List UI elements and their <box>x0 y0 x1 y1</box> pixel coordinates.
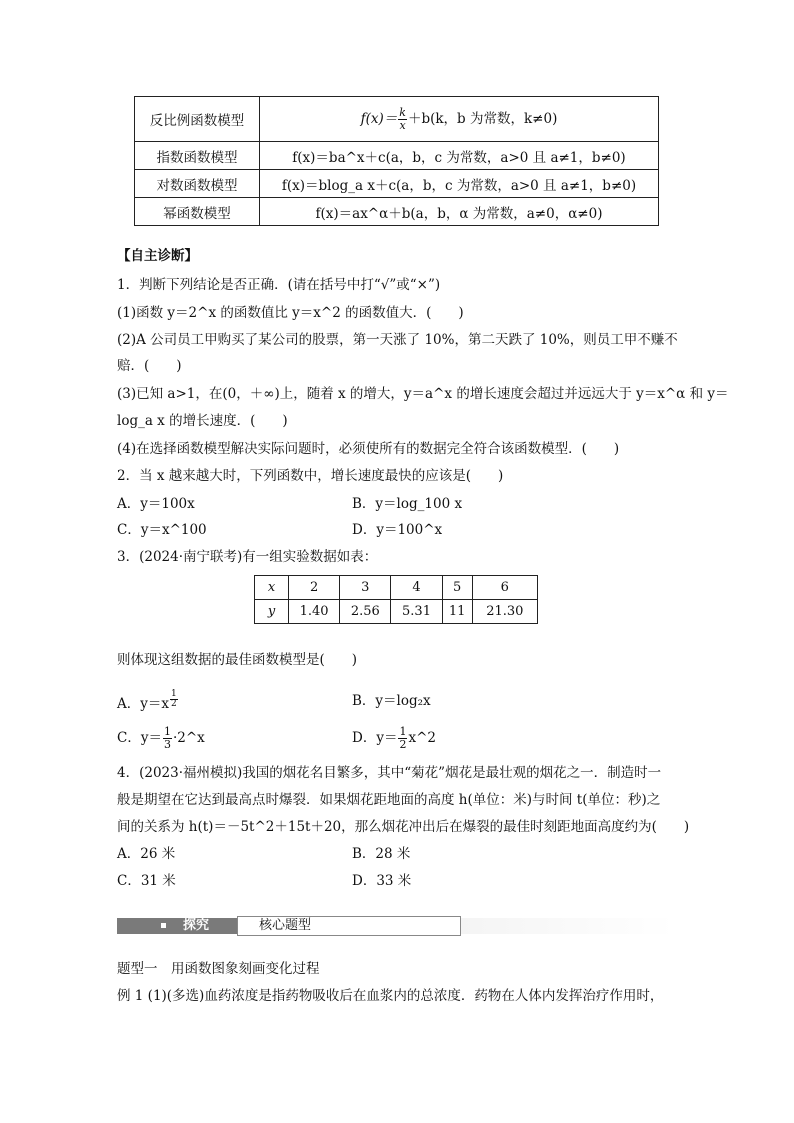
q4-line-3: 间的关系为 h(t)＝－5t^2＋15t＋20，那么烟花冲出后在爆裂的最佳时刻距地面高度约为( ) <box>117 819 690 835</box>
model-name: 对数函数模型 <box>135 170 260 198</box>
table-cell: 21.30 <box>472 600 537 624</box>
q4-option-b: B．28 米 <box>352 846 411 862</box>
q3-prompt: 则体现这组数据的最佳函数模型是( ) <box>117 652 358 668</box>
model-formula: f(x)＝ax^α＋b(a，b，α 为常数，a≠0，α≠0) <box>260 198 659 226</box>
model-formula: f(x)＝blog_a x＋c(a，b，c 为常数，a>0 且 a≠1，b≠0) <box>260 170 659 198</box>
q1-statement-1: (1)函数 y＝2^x 的函数值比 y＝x^2 的函数值大．( ) <box>117 305 464 321</box>
example-1-text: 例 1 (1)(多选)血药浓度是指药物吸收后在血浆内的总浓度．药物在人体内发挥治疗作用时， <box>117 988 664 1004</box>
table-row <box>255 576 538 600</box>
table-cell: 4 <box>391 576 442 600</box>
table-cell: 1.40 <box>289 600 340 624</box>
q4-option-d: D．33 米 <box>352 873 412 889</box>
q1-statement-2-cont: 赔．( ) <box>117 358 182 374</box>
q1-stem: 1．判断下列结论是否正确．(请在括号中打“√”或“×”) <box>117 277 441 293</box>
q2-option-c: C．y＝x^100 <box>117 522 207 538</box>
q4-option-a: A．26 米 <box>117 846 176 862</box>
table-row <box>255 600 538 624</box>
table-cell: 6 <box>472 576 537 600</box>
table-cell: y <box>255 600 289 624</box>
q1-statement-3: (3)已知 a>1，在(0，＋∞)上，随着 x 的增大，y＝a^x 的增长速度会超过并远远大于 y＝x^α 和 y＝ <box>117 386 729 402</box>
q3-data-table <box>254 575 538 624</box>
q3-option-c: C．y＝ $\frac{1}{3}$ ·2^x <box>117 725 205 751</box>
banner-label-left: 探究 <box>183 918 210 933</box>
section-banner <box>117 916 675 936</box>
model-name: 指数函数模型 <box>135 142 260 170</box>
table-cell: 2 <box>289 576 340 600</box>
table-cell: x <box>255 576 289 600</box>
q3-option-a: A．y＝x $\frac{1}{2}$ <box>117 689 177 712</box>
table-cell: 2.56 <box>340 600 391 624</box>
q1-statement-3-cont: log_a x 的增长速度．( ) <box>117 413 288 429</box>
q4-line-1: 4．(2023·福州模拟)我国的烟花名目繁多，其中“菊花”烟花是最壮观的烟花之一．制造时一 <box>117 765 662 781</box>
q4-line-2: 般是期望在它达到最高点时爆裂．如果烟花距地面的高度 h(单位：米)与时间 t(单位：秒)之 <box>117 792 661 808</box>
banner-dark-block <box>117 918 237 934</box>
function-model-table <box>134 96 659 226</box>
model-formula: f(x)＝ba^x＋c(a，b，c 为常数，a>0 且 a≠1，b≠0) <box>260 142 659 170</box>
model-formula: f(x)＝ $\frac{k}{x}$ ＋b(k，b 为常数，k≠0) <box>260 97 659 142</box>
q3-stem: 3．(2024·南宁联考)有一组实验数据如表： <box>117 549 378 565</box>
q3-option-b: B．y＝log₂x <box>352 693 431 709</box>
q3-option-d: D．y＝ $\frac{1}{2}$ x^2 <box>352 725 436 751</box>
q2-option-b: B．y＝log_100 x <box>352 496 463 512</box>
model-name: 反比例函数模型 <box>135 97 260 142</box>
table-cell: 5.31 <box>391 600 442 624</box>
section-title: 【自主诊断】 <box>117 248 198 264</box>
table-cell: 11 <box>442 600 472 624</box>
q2-stem: 2．当 x 越来越大时，下列函数中，增长速度最快的应该是( ) <box>117 468 504 484</box>
q1-statement-2: (2)A 公司员工甲购买了某公司的股票，第一天涨了 10%，第二天跌了 10%，则员工甲不赚不 <box>117 332 678 348</box>
q4-option-c: C．31 米 <box>117 873 176 889</box>
q2-option-a: A．y＝100x <box>117 496 195 512</box>
table-cell: 3 <box>340 576 391 600</box>
q2-option-d: D．y＝100^x <box>352 522 443 538</box>
type-heading: 题型一 用函数图象刻画变化过程 <box>117 961 320 977</box>
table-cell: 5 <box>442 576 472 600</box>
model-name: 幂函数模型 <box>135 198 260 226</box>
banner-square-icon <box>161 923 166 928</box>
q1-statement-4: (4)在选择函数模型解决实际问题时，必须使所有的数据完全符合该函数模型．( ) <box>117 441 620 457</box>
banner-label-right: 核心题型 <box>259 918 312 933</box>
